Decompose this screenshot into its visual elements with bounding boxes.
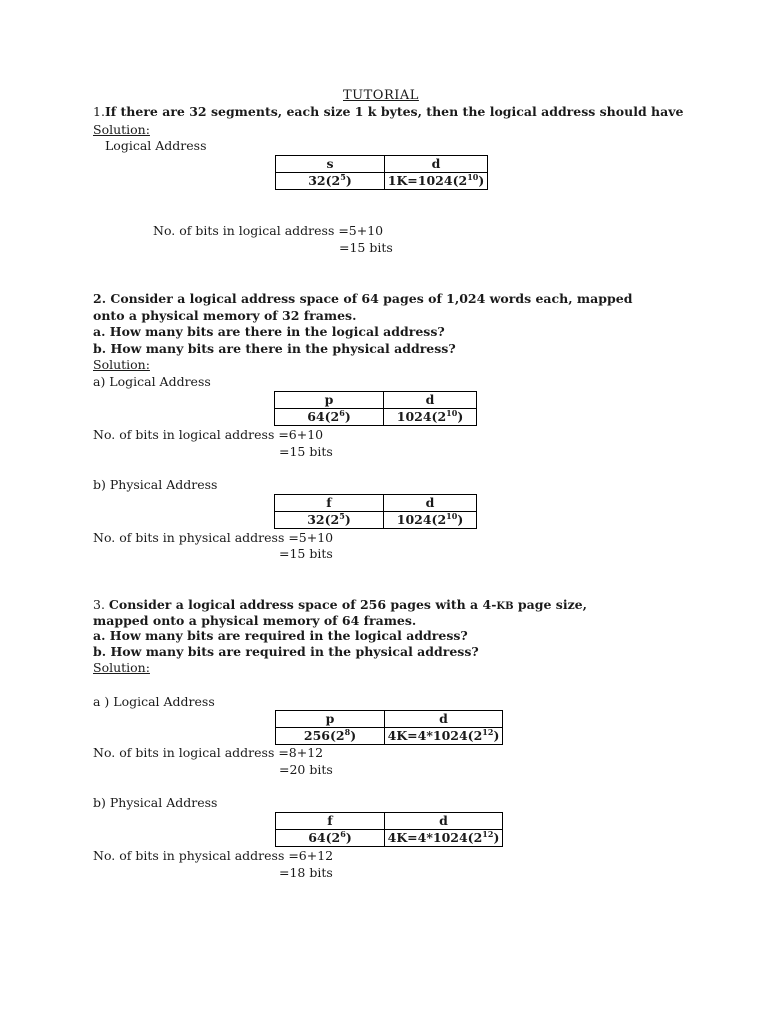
table-header-cell: p — [276, 711, 385, 728]
q3-line1-tail: page size, — [513, 597, 587, 612]
q1-calc-line2: =15 bits — [339, 240, 393, 255]
table-header-row — [275, 392, 477, 409]
q3-logical-address-table — [275, 710, 503, 745]
q3-kb-text: KB — [496, 601, 514, 612]
table-cell: $32(2^5)$ — [276, 173, 385, 190]
q2-part-a-label: a) Logical Address — [93, 374, 211, 389]
q2-physical-address-table — [274, 494, 477, 529]
table-row — [275, 512, 477, 529]
table-cell: $1024(2^{10})$ — [384, 409, 477, 426]
q2-calc-a-line1: No. of bits in logical address =6+10 — [93, 427, 324, 442]
q3-solution-label: Solution: — [93, 660, 150, 675]
q2-calc-a-line2: =15 bits — [279, 444, 333, 459]
table-header-cell: s — [276, 156, 385, 173]
q2-line1: 2. Consider a logical address space of 64 pages of 1,024 words each, mapped — [93, 291, 633, 306]
table-cell: $256(2^8)$ — [276, 728, 385, 745]
table-header-row — [276, 156, 488, 173]
q3-line3: a. How many bits are required in the logical address? — [93, 628, 468, 643]
q3-calc-a-line1: No. of bits in logical address =8+12 — [93, 745, 324, 760]
q1-calc-line1: No. of bits in logical address =5+10 — [153, 223, 384, 238]
q2-part-b-label: b) Physical Address — [93, 477, 218, 492]
table-cell: $1024(2^{10})$ — [384, 512, 477, 529]
q3-calc-b-line2: =18 bits — [279, 865, 333, 880]
q3-line2: mapped onto a physical memory of 64 frames. — [93, 613, 417, 628]
table-row — [276, 830, 503, 847]
q2-logical-address-table — [274, 391, 477, 426]
q1-question — [93, 104, 683, 120]
table-header-cell: d — [385, 813, 503, 830]
table-header-cell: f — [276, 813, 385, 830]
table-cell: $64(2^6)$ — [275, 409, 384, 426]
q2-calc-b-line1: No. of bits in physical address =5+10 — [93, 530, 334, 545]
q2-calc-b-line2: =15 bits — [279, 546, 333, 561]
q2-solution-label: Solution: — [93, 357, 150, 372]
q1-address-label: Logical Address — [105, 138, 207, 153]
q1-solution-label: Solution: — [93, 122, 150, 137]
table-cell: $4K=4*1024(2^{12})$ — [385, 728, 503, 745]
table-header-cell: f — [275, 495, 384, 512]
table-row — [275, 409, 477, 426]
page-title: TUTORIAL — [343, 88, 419, 103]
q3-number: 3. — [93, 597, 105, 612]
q3-part-b-label: b) Physical Address — [93, 795, 218, 810]
table-header-row — [275, 495, 477, 512]
table-row — [276, 173, 488, 190]
q3-part-a-label: a ) Logical Address — [93, 694, 215, 709]
q1-number: 1. — [93, 104, 105, 119]
q1-text: If there are 32 segments, each size 1 k bytes, then the logical address should have — [104, 104, 684, 119]
table-header-cell: d — [385, 156, 488, 173]
table-row — [276, 728, 503, 745]
table-cell: $32(2^5)$ — [275, 512, 384, 529]
table-cell: $64(2^6)$ — [276, 830, 385, 847]
q2-line3: a. How many bits are there in the logical address? — [93, 324, 445, 339]
table-cell: $1K=1024(2^{10})$ — [385, 173, 488, 190]
q3-physical-address-table — [275, 812, 503, 847]
q3-calc-a-line2: =20 bits — [279, 762, 333, 777]
q3-line4: b. How many bits are required in the physical address? — [93, 644, 479, 659]
q3-line1-text: Consider a logical address space of 256 pages with a 4- — [108, 597, 497, 612]
table-header-cell: d — [385, 711, 503, 728]
q3-calc-b-line1: No. of bits in physical address =6+12 — [93, 848, 334, 863]
table-header-row — [276, 813, 503, 830]
table-cell: $4K=4*1024(2^{12})$ — [385, 830, 503, 847]
q2-line4: b. How many bits are there in the physical address? — [93, 341, 456, 356]
table-header-row — [276, 711, 503, 728]
q2-line2: onto a physical memory of 32 frames. — [93, 308, 357, 323]
table-header-cell: d — [384, 392, 477, 409]
table-header-cell: p — [275, 392, 384, 409]
q1-address-table — [275, 155, 488, 190]
table-header-cell: d — [384, 495, 477, 512]
